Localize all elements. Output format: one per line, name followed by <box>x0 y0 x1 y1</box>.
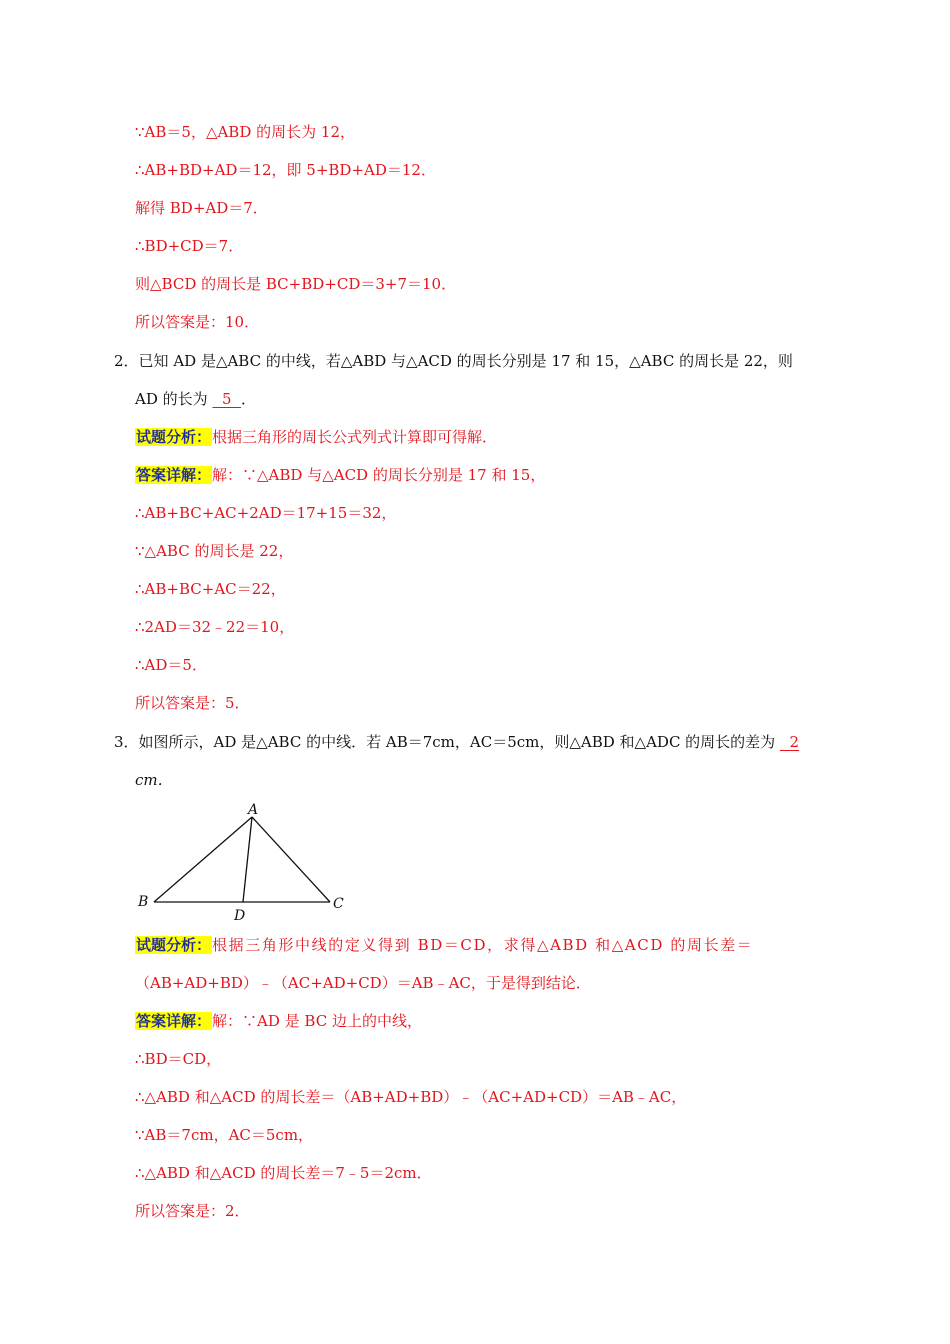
question-text: 已知 AD 是△ABC 的中线，若△ABD 与△ACD 的周长分别是 17 和 15，△ABC 的周长是 22，则 <box>138 352 793 370</box>
question-3-unit: cm． <box>135 771 173 789</box>
question-text: AD 的长为 <box>135 390 208 408</box>
side-ac <box>252 817 330 902</box>
solution-line: ∵AB＝5，△ABD 的周长为 12， <box>135 123 355 141</box>
solution-line: 解得 BD+AD＝7． <box>135 199 268 217</box>
analysis-tag: 试题分析： <box>136 936 212 954</box>
solution-line: 则△BCD 的周长是 BC+BD+CD＝3+7＝10． <box>135 275 457 293</box>
solution-line: ∵△ABC 的周长是 22， <box>135 542 294 560</box>
vertex-label-a: A <box>248 802 259 818</box>
detail-text: 解：∵△ABD 与△ACD 的周长分别是 17 和 15， <box>212 466 546 484</box>
solution-line: ∴AB+BC+AC＝22， <box>135 580 286 598</box>
solution-line: ∴BD＝CD， <box>135 1050 222 1068</box>
analysis-tag: 试题分析： <box>136 428 212 446</box>
analysis-line <box>135 935 753 955</box>
vertex-label-b: B <box>138 894 149 910</box>
solution-line: ∴AB+BC+AC+2AD＝17+15＝32， <box>135 504 397 522</box>
analysis-line-cont: （AB+AD+BD）﹣（AC+AD+CD）＝AB﹣AC，于是得到结论． <box>135 974 591 992</box>
side-ab <box>154 817 252 902</box>
answer-blank: 2 <box>779 733 800 751</box>
question-number: 2． <box>114 352 139 370</box>
solution-line: ∴AB+BD+AD＝12，即 5+BD+AD＝12． <box>135 161 436 179</box>
detail-tag: 答案详解： <box>136 466 212 484</box>
vertex-label-c: C <box>333 896 344 912</box>
analysis-text: 根据三角形中线的定义得到 BD＝CD，求得△ABD 和△ACD 的周长差＝ <box>212 936 754 954</box>
question-text: 如图所示，AD 是△ABC 的中线．若 AB＝7cm，AC＝5cm，则△ABD 和△ADC 的周长的差为 <box>138 733 776 751</box>
analysis-line <box>135 427 497 447</box>
question-number: 3． <box>114 733 139 751</box>
detail-line <box>135 1011 422 1031</box>
median-ad <box>243 817 252 902</box>
solution-line: 所以答案是：2． <box>135 1202 250 1220</box>
solution-line: ∴BD+CD＝7． <box>135 237 244 255</box>
question-2-stem-cont <box>135 389 256 409</box>
vertex-label-d: D <box>234 908 246 924</box>
answer-blank: 5 <box>212 390 242 408</box>
solution-line: ∴2AD＝32﹣22＝10， <box>135 618 295 636</box>
analysis-text: 根据三角形的周长公式列式计算即可得解． <box>212 428 498 446</box>
solution-line: ∵AB＝7cm，AC＝5cm， <box>135 1126 314 1144</box>
question-3-stem <box>114 732 799 752</box>
question-2-stem <box>114 351 793 371</box>
detail-tag: 答案详解： <box>136 1012 212 1030</box>
solution-line: ∴△ABD 和△ACD 的周长差＝7﹣5＝2cm． <box>135 1164 432 1182</box>
detail-text: 解：∵AD 是 BC 边上的中线， <box>212 1012 422 1030</box>
solution-line: ∴AD＝5． <box>135 656 207 674</box>
detail-line <box>135 465 545 485</box>
solution-line: 所以答案是：10． <box>135 313 260 331</box>
triangle-diagram <box>132 800 352 925</box>
solution-line: ∴△ABD 和△ACD 的周长差＝（AB+AD+BD）﹣（AC+AD+CD）＝AB﹣AC， <box>135 1088 687 1106</box>
question-text: ． <box>241 390 257 408</box>
triangle-figure <box>132 800 352 925</box>
solution-line: 所以答案是：5． <box>135 694 250 712</box>
